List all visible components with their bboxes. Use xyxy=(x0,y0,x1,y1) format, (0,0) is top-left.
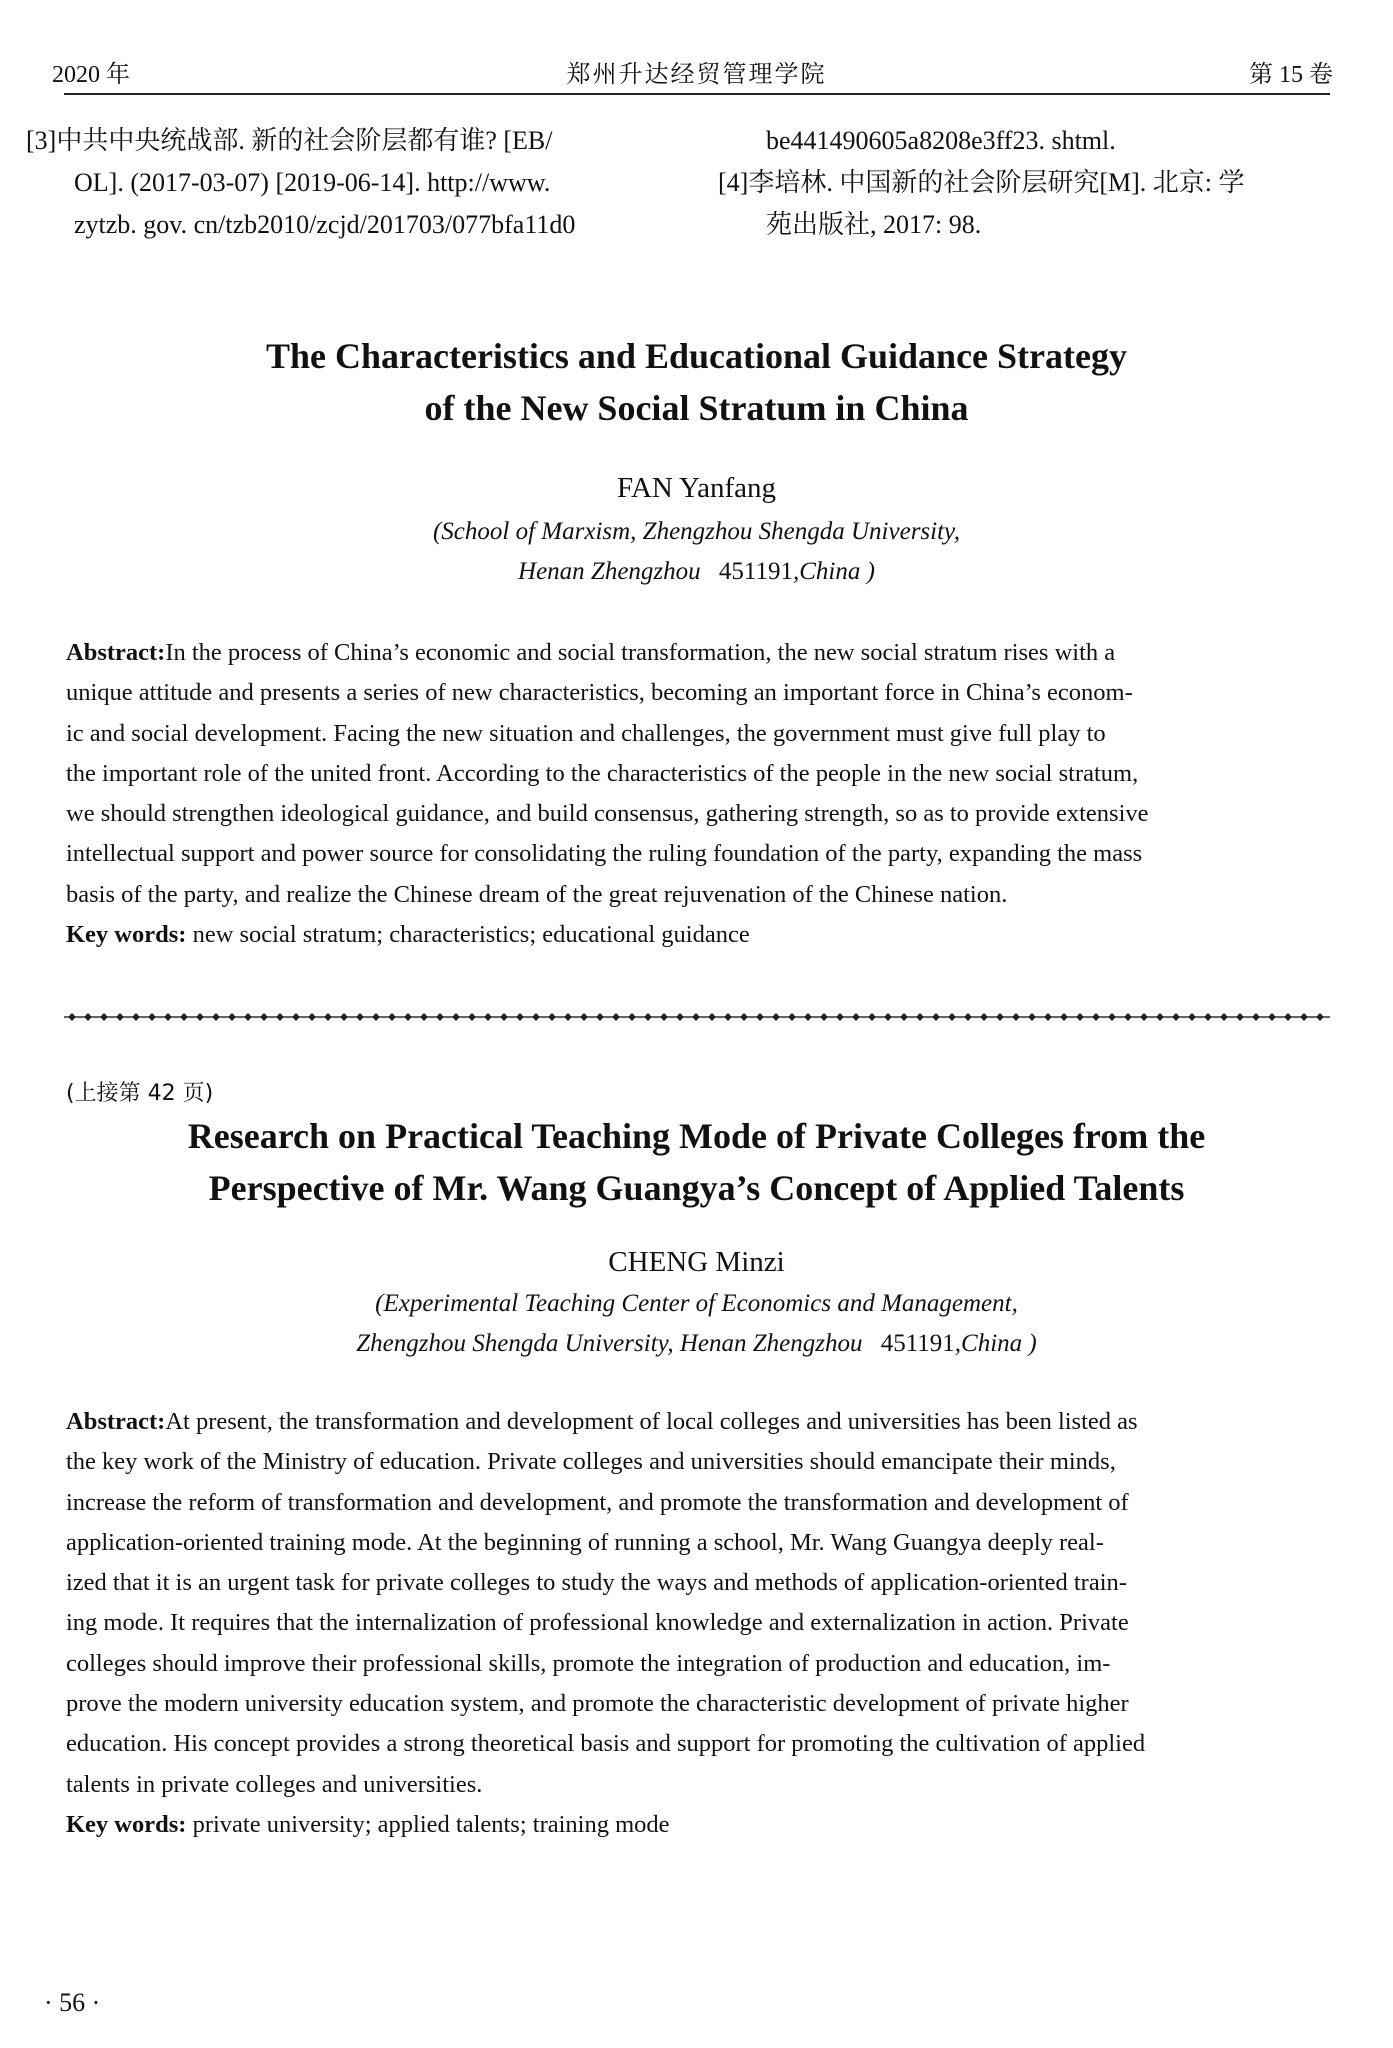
separator-diamond xyxy=(1044,1013,1052,1021)
separator-diamond xyxy=(1252,1013,1260,1021)
keywords xyxy=(66,915,1326,955)
article1-abstract xyxy=(66,633,1326,955)
separator-diamond xyxy=(212,1013,220,1021)
separator-diamond xyxy=(1172,1013,1180,1021)
affiliation-line: (Experimental Teaching Center of Economics and Management, xyxy=(375,1290,1018,1317)
separator-diamond xyxy=(1284,1013,1292,1021)
keywords-label: Key words: xyxy=(66,921,187,949)
separator-diamond xyxy=(1316,1013,1324,1021)
abstract-line: talents in private colleges and universities. xyxy=(66,1770,483,1798)
reference-id: [4] xyxy=(718,168,749,197)
title-line: of the New Social Stratum in China xyxy=(424,388,969,428)
separator-diamond xyxy=(100,1013,108,1021)
separator-diamond xyxy=(196,1013,204,1021)
separator-diamond xyxy=(548,1013,556,1021)
title-line: Perspective of Mr. Wang Guangya’s Concept of Applied Talents xyxy=(208,1168,1185,1208)
separator-diamond xyxy=(1012,1013,1020,1021)
separator-diamond xyxy=(1204,1013,1212,1021)
separator-diamond xyxy=(292,1013,300,1021)
reference-4 xyxy=(718,162,1358,246)
separator-diamond xyxy=(820,1013,828,1021)
abstract-line: basis of the party, and realize the Chinese dream of the great rejuvenation of the Chinese nation. xyxy=(66,880,1008,908)
abstract-line: increase the reform of transformation and development, and promote the transformation and development of xyxy=(66,1488,1129,1516)
header-journal: 郑州升达经贸管理学院 xyxy=(566,62,827,88)
abstract-line: ized that it is an urgent task for private colleges to study the ways and methods of application-oriented train- xyxy=(66,1569,1127,1597)
separator-diamond xyxy=(468,1013,476,1021)
keywords-label: Key words: xyxy=(66,1810,187,1838)
decorative-separator xyxy=(64,1011,1330,1023)
abstract-line: prove the modern university education system, and promote the characteristic development of private higher xyxy=(66,1690,1129,1718)
reference-text: 苑出版社, 2017: 98. xyxy=(766,210,982,239)
reference-3-cont xyxy=(718,120,1358,162)
separator-diamond xyxy=(324,1013,332,1021)
separator-diamond xyxy=(532,1013,540,1021)
separator-diamond xyxy=(916,1013,924,1021)
abstract-line: In the process of China’s economic and social transformation, the new social stratum rises with a xyxy=(165,639,1116,666)
separator-diamond xyxy=(612,1013,620,1021)
separator-diamond xyxy=(724,1013,732,1021)
separator-diamond xyxy=(388,1013,396,1021)
continued-note: (上接第 42 页) xyxy=(66,1081,214,1106)
separator-diamond xyxy=(900,1013,908,1021)
separator-diamond xyxy=(564,1013,572,1021)
abstract-label: Abstract: xyxy=(66,639,166,666)
page-number: · 56 · xyxy=(44,1988,101,2017)
separator-diamond xyxy=(436,1013,444,1021)
keywords-text: private university; applied talents; training mode xyxy=(192,1810,670,1838)
separator-diamond xyxy=(980,1013,988,1021)
separator-diamond xyxy=(964,1013,972,1021)
separator-diamond xyxy=(484,1013,492,1021)
abstract-label: Abstract: xyxy=(66,1408,166,1435)
article1-title xyxy=(0,330,1393,434)
separator-diamond xyxy=(740,1013,748,1021)
separator-diamond xyxy=(1028,1013,1036,1021)
header-volume: 第 15 卷 xyxy=(1249,62,1333,88)
affiliation-line xyxy=(0,558,1393,586)
separator-diamond xyxy=(852,1013,860,1021)
title-line: Research on Practical Teaching Mode of Private Colleges from the xyxy=(187,1116,1206,1156)
abstract-line: ic and social development. Facing the new situation and challenges, the government must give full play to xyxy=(66,719,1106,747)
abstract-line: unique attitude and presents a series of new characteristics, becoming an important force in China’s econom- xyxy=(66,679,1133,707)
article1-author: FAN Yanfang xyxy=(617,472,776,504)
abstract-line: education. His concept provides a strong theoretical basis and support for promoting the cultivation of applied xyxy=(66,1730,1146,1758)
separator-diamond xyxy=(1092,1013,1100,1021)
abstract-line: the important role of the united front. According to the characteristics of the people in the new social stratum, xyxy=(66,759,1139,787)
separator-diamond xyxy=(996,1013,1004,1021)
separator-diamond xyxy=(788,1013,796,1021)
separator-diamond xyxy=(644,1013,652,1021)
separator-diamond xyxy=(1188,1013,1196,1021)
separator-diamond xyxy=(228,1013,236,1021)
reference-3 xyxy=(26,120,666,246)
separator-diamond xyxy=(260,1013,268,1021)
reference-text: OL]. (2017-03-07) [2019-06-14]. http://www. xyxy=(74,168,551,197)
reference-text: zytzb. gov. cn/tzb2010/zcjd/201703/077bfa11d0 xyxy=(74,210,576,239)
separator-diamond xyxy=(308,1013,316,1021)
abstract-line: At present, the transformation and development of local colleges and universities has been listed as xyxy=(165,1408,1138,1435)
separator-diamond xyxy=(1156,1013,1164,1021)
abstract-line: the key work of the Ministry of education. Private colleges and universities should emancipate their minds, xyxy=(66,1448,1116,1476)
abstract-line: ing mode. It requires that the internalization of professional knowledge and externalization in action. Private xyxy=(66,1609,1129,1637)
affiliation-country: ,China ) xyxy=(793,558,875,585)
separator-diamond xyxy=(1220,1013,1228,1021)
separator-diamond xyxy=(708,1013,716,1021)
header-rule xyxy=(64,93,1330,95)
separator-diamond xyxy=(1124,1013,1132,1021)
separator-diamond xyxy=(340,1013,348,1021)
separator-diamond xyxy=(1300,1013,1308,1021)
article2-title xyxy=(0,1110,1393,1214)
separator-diamond xyxy=(868,1013,876,1021)
affiliation-place: Henan Zhengzhou xyxy=(518,558,701,585)
separator-diamond xyxy=(68,1013,76,1021)
article2-abstract xyxy=(66,1402,1326,1845)
header-year: 2020 年 xyxy=(52,62,130,88)
keywords-text: new social stratum; characteristics; educational guidance xyxy=(192,921,750,949)
separator-diamond xyxy=(356,1013,364,1021)
separator-diamond xyxy=(276,1013,284,1021)
separator-diamond xyxy=(772,1013,780,1021)
title-line: The Characteristics and Educational Guidance Strategy xyxy=(266,336,1127,376)
separator-diamond xyxy=(84,1013,92,1021)
separator-diamond xyxy=(660,1013,668,1021)
keywords xyxy=(66,1805,1326,1845)
separator-diamond xyxy=(596,1013,604,1021)
abstract-line: colleges should improve their professional skills, promote the integration of production and education, im- xyxy=(66,1649,1111,1677)
separator-diamond xyxy=(420,1013,428,1021)
separator-diamond xyxy=(628,1013,636,1021)
separator-diamond xyxy=(1060,1013,1068,1021)
separator-diamond xyxy=(452,1013,460,1021)
abstract-line: application-oriented training mode. At the beginning of running a school, Mr. Wang Guangya deeply real- xyxy=(66,1528,1104,1556)
reference-id: [3] xyxy=(26,126,57,155)
affiliation-line: (School of Marxism, Zhengzhou Shengda University, xyxy=(432,518,961,545)
separator-diamond xyxy=(164,1013,172,1021)
separator-diamond xyxy=(148,1013,156,1021)
reference-text: 中共中央统战部. 新的社会阶层都有谁? [EB/ xyxy=(56,126,553,155)
separator-diamond xyxy=(884,1013,892,1021)
separator-diamond xyxy=(836,1013,844,1021)
separator-diamond xyxy=(1236,1013,1244,1021)
separator-diamond xyxy=(404,1013,412,1021)
separator-diamond xyxy=(948,1013,956,1021)
abstract-line: intellectual support and power source for consolidating the ruling foundation of the party, expanding the mass xyxy=(66,840,1143,868)
reference-text: 李培林. 中国新的社会阶层研究[M]. 北京: 学 xyxy=(748,168,1245,197)
separator-diamond xyxy=(756,1013,764,1021)
article1-affiliation xyxy=(0,518,1393,586)
separator-diamond xyxy=(116,1013,124,1021)
separator-diamond xyxy=(500,1013,508,1021)
affiliation-code: 451191 xyxy=(880,1330,955,1357)
affiliation-place: Zhengzhou Shengda University, Henan Zhengzhou xyxy=(356,1330,863,1357)
separator-diamond xyxy=(1108,1013,1116,1021)
article2-author: CHENG Minzi xyxy=(608,1246,785,1278)
affiliation-country: ,China ) xyxy=(954,1330,1037,1357)
separator-diamond xyxy=(1268,1013,1276,1021)
article2-affiliation xyxy=(0,1290,1393,1358)
affiliation-code: 451191 xyxy=(718,558,793,585)
separator-diamond xyxy=(580,1013,588,1021)
separator-diamond xyxy=(676,1013,684,1021)
separator-diamond xyxy=(1140,1013,1148,1021)
separator-diamond xyxy=(692,1013,700,1021)
separator-diamond xyxy=(1076,1013,1084,1021)
separator-diamond xyxy=(180,1013,188,1021)
separator-diamond xyxy=(932,1013,940,1021)
separator-diamond xyxy=(132,1013,140,1021)
reference-text: be441490605a8208e3ff23. shtml. xyxy=(766,126,1116,155)
abstract-line: we should strengthen ideological guidance, and build consensus, gathering strength, so as to provide extensive xyxy=(66,800,1149,828)
separator-diamond xyxy=(244,1013,252,1021)
separator-diamond xyxy=(372,1013,380,1021)
separator-diamond xyxy=(804,1013,812,1021)
separator-diamond xyxy=(516,1013,524,1021)
affiliation-line xyxy=(0,1330,1393,1358)
